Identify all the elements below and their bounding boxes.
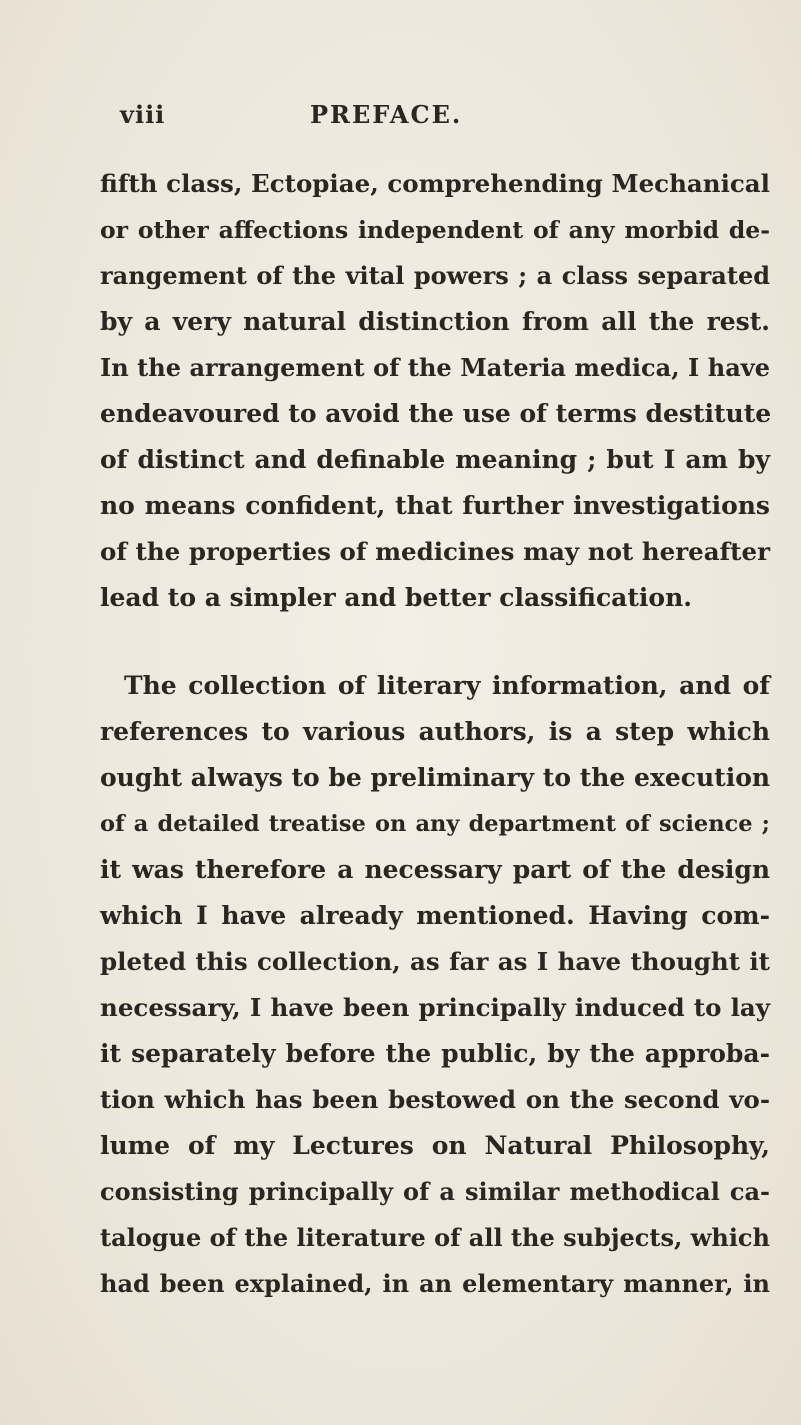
- text-line: necessary, I have been principally induced to lay: [100, 993, 770, 1022]
- running-title: PREFACE.: [310, 100, 463, 129]
- text-line: ought always to be preliminary to the execution: [100, 763, 771, 792]
- text-line: references to various authors, is a step which: [100, 717, 770, 746]
- text-line: or other affections independent of any morbid de-: [100, 216, 770, 244]
- page-number: viii: [120, 100, 166, 129]
- text-line: which I have already mentioned. Having com-: [100, 901, 770, 930]
- text-line: In the arrangement of the Materia medica, I have: [100, 353, 770, 382]
- text-line: rangement of the vital powers ; a class separated: [100, 261, 770, 290]
- text-line: pleted this collection, as far as I have thought it: [100, 947, 770, 976]
- text-line: it was therefore a necessary part of the design: [100, 855, 770, 884]
- text-line: talogue of the literature of all the subjects, which: [100, 1223, 770, 1252]
- text-line: tion which has been bestowed on the second vo-: [100, 1085, 770, 1114]
- text-line: The collection of literary information, and of: [124, 671, 770, 700]
- text-line: fifth class, Ectopiae, comprehending Mechanical: [100, 169, 770, 198]
- running-head: [120, 100, 680, 140]
- text-line: had been explained, in an elementary manner, in: [100, 1269, 770, 1298]
- text-line: lead to a simpler and better classification.: [100, 583, 692, 612]
- text-line: consisting principally of a similar methodical ca-: [100, 1177, 770, 1206]
- text-line: endeavoured to avoid the use of terms destitute: [100, 399, 772, 428]
- text-line: lume of my Lectures on Natural Philosophy,: [100, 1131, 770, 1160]
- text-line: no means confident, that further investigations: [100, 491, 770, 520]
- text-line: by a very natural distinction from all the rest.: [100, 307, 770, 336]
- text-line: it separately before the public, by the approba-: [100, 1039, 770, 1068]
- text-line: of distinct and definable meaning ; but I am by: [100, 445, 770, 474]
- text-line: of the properties of medicines may not hereafter: [100, 537, 770, 566]
- text-line: of a detailed treatise on any department of science ;: [100, 811, 770, 837]
